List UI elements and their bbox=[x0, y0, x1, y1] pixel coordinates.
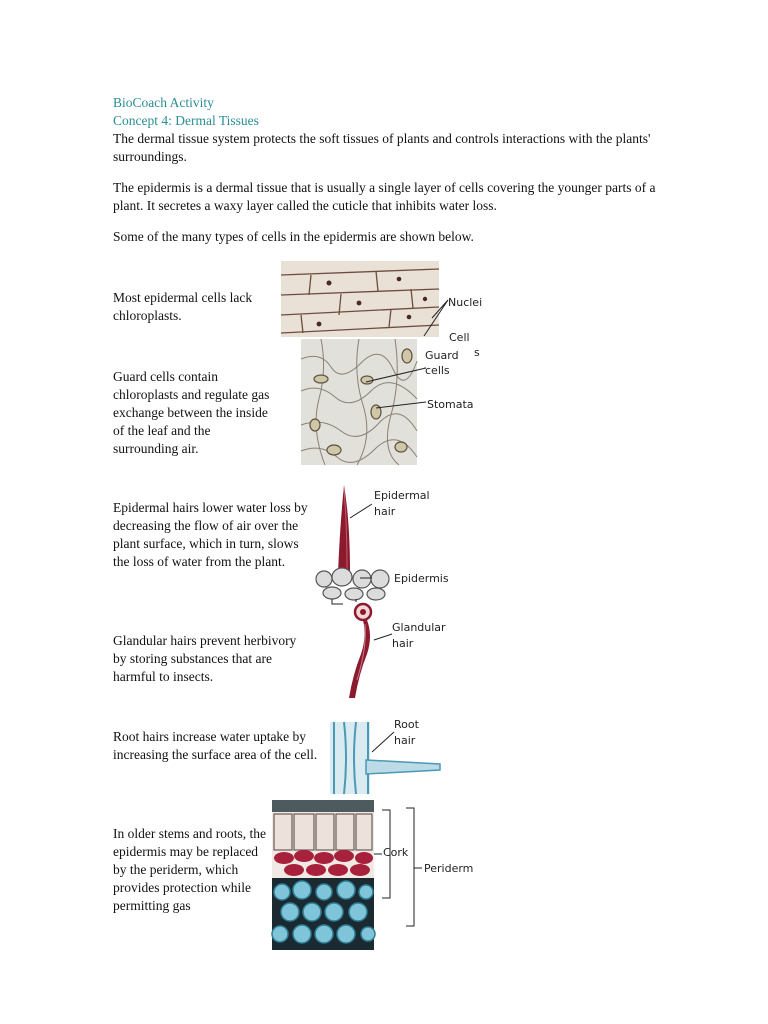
periderm-text: In older stems and roots, the epidermis may be replaced by the periderm, which provides protection while permitting gas bbox=[113, 826, 266, 913]
epidermal-cells-micrograph bbox=[281, 261, 439, 337]
epidermis-label: Epidermis bbox=[394, 572, 449, 585]
periderm-micrograph bbox=[272, 800, 374, 950]
epidermal-hairs-text: Epidermal hairs lower water loss by decreasing the flow of air over the plant surface, which in turn, slows the loss of water from the plant. bbox=[113, 500, 308, 569]
intro-paragraph-3: Some of the many types of cells in the epidermis are shown below. bbox=[113, 229, 474, 244]
glandular-pointer-line bbox=[370, 628, 394, 644]
periderm-label: Periderm bbox=[424, 862, 474, 875]
glandular-label: Glandular bbox=[392, 621, 446, 634]
hair-pointer-lines bbox=[346, 498, 376, 588]
cork-label: Cork bbox=[383, 846, 409, 859]
glandular-hair-label: hair bbox=[392, 637, 414, 650]
cells-suffix-label: s bbox=[474, 346, 480, 359]
root-hairs-text: Root hairs increase water uptake by increasing the surface area of the cell. bbox=[113, 729, 318, 762]
guard-cells-text: Guard cells contain chloroplasts and regulate gas exchange between the inside of the leaf and the surrounding air. bbox=[113, 369, 270, 456]
guard-cells-pointer-lines bbox=[360, 358, 430, 418]
intro-paragraph-2: The epidermis is a dermal tissue that is usually a single layer of cells covering the younger parts of a plant. It secretes a waxy layer called the cuticle that inhibits water loss. bbox=[113, 180, 656, 213]
epidermal-cells-text: Most epidermal cells lack chloroplasts. bbox=[113, 290, 253, 323]
stomata-label: Stomata bbox=[427, 398, 474, 411]
concept-title: Concept 4: Dermal Tissues bbox=[113, 113, 259, 128]
epidermal-hair-label: hair bbox=[374, 505, 396, 518]
guard-cells-label: cells bbox=[425, 364, 450, 377]
glandular-hairs-text: Glandular hairs prevent herbivory by storing substances that are harmful to insects. bbox=[113, 633, 297, 684]
nuclei-label: Nuclei bbox=[448, 296, 483, 309]
guard-label: Guard bbox=[425, 349, 459, 362]
root-hair-label: hair bbox=[394, 734, 416, 747]
root-label: Root bbox=[394, 718, 419, 731]
glandular-hair-micrograph bbox=[343, 602, 381, 698]
periderm-bracket bbox=[372, 806, 424, 932]
epidermal-label: Epidermal bbox=[374, 489, 430, 502]
activity-title: BioCoach Activity bbox=[113, 95, 214, 110]
cells-label: Cell bbox=[449, 331, 470, 344]
intro-paragraph-1: The dermal tissue system protects the soft tissues of plants and controls interactions with the plants' surroundings. bbox=[113, 131, 651, 164]
